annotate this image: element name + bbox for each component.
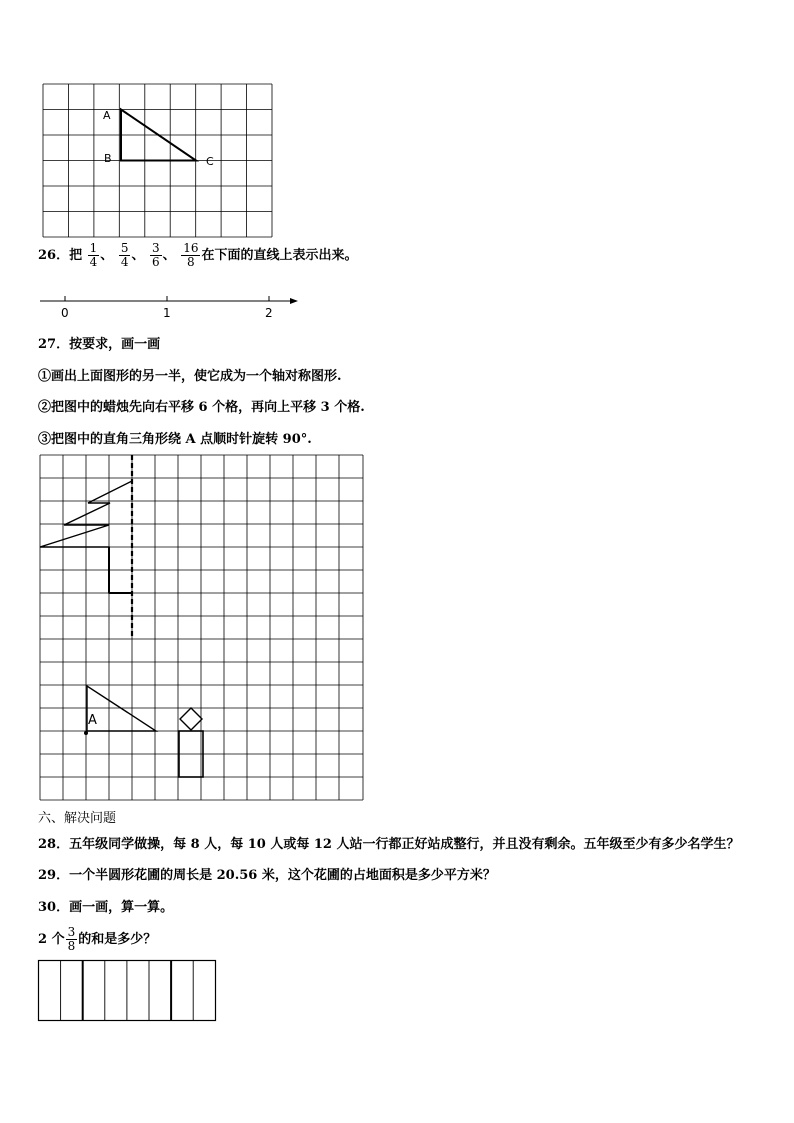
q29-text: 29．一个半圆形花圃的周长是 20.56 米，这个花圃的占地面积是多少平方米？ xyxy=(38,868,496,883)
axis-label-2: 2 xyxy=(265,306,273,320)
fraction-16-8: $\frac{16}{8}$ xyxy=(183,241,199,269)
q30-suffix: 的和是多少？ xyxy=(78,932,157,947)
fraction-1-4: $\frac{1}{4}$ xyxy=(89,241,98,269)
q26-number: 26． xyxy=(38,248,70,263)
vertex-label-a: A xyxy=(103,109,111,122)
q30-question xyxy=(38,926,156,953)
number-line-arrow xyxy=(290,298,298,304)
fraction-5-4: $\frac{5}{4}$ xyxy=(120,241,129,269)
vertex-label-b: B xyxy=(104,152,112,165)
fraction-3-6: $\frac{3}{6}$ xyxy=(152,241,160,269)
candle-flame xyxy=(180,708,202,730)
q27-item-1: ①画出上面图形的另一半，使它成为一个轴对称图形. xyxy=(38,369,342,384)
q28-text: 28．五年级同学做操，每 8 人，每 10 人或每 12 人站一行都正好站成整行，并且没有剩余。五年级至少有多少名学生？ xyxy=(38,837,740,852)
number-line xyxy=(40,296,302,310)
q30-prefix: 2 个 xyxy=(38,932,65,947)
q30-title: 30．画一画，算一算。 xyxy=(38,900,174,915)
vertex-label-c: C xyxy=(206,155,214,168)
q26-prefix: 把 xyxy=(69,248,83,263)
drawing-grid xyxy=(40,455,364,801)
point-a-label: A xyxy=(88,713,97,728)
section-6-title: 六、解决问题 xyxy=(38,811,117,826)
q27-item-3: ③把图中的直角三角形绕 A 点顺时针旋转 90°. xyxy=(38,432,312,447)
question-26: 26．把 $\frac{1}{4}$ 、 $\frac{5}{4}$ 、 $\frac{3}{6}$ 、 $\frac{16}{8}$ 在下面的直线上表示出来。 xyxy=(38,241,358,269)
axis-label-1: 1 xyxy=(163,306,171,320)
drawing-grid-lines xyxy=(40,455,363,800)
q27-item-2: ②把图中的蜡烛先向右平移 6 个格，再向上平移 3 个格. xyxy=(38,400,365,415)
axis-label-0: 0 xyxy=(61,306,69,320)
q27-title: 27．按要求，画一画 xyxy=(38,337,161,352)
point-a-dot xyxy=(84,731,88,735)
fraction-3-8: $\frac{3}{8}$ xyxy=(67,925,76,953)
fraction-bar-diagram xyxy=(38,960,218,1022)
right-triangle xyxy=(87,686,156,731)
q26-suffix: 在下面的直线上表示出来。 xyxy=(201,248,358,263)
top-grid-figure xyxy=(43,84,273,238)
